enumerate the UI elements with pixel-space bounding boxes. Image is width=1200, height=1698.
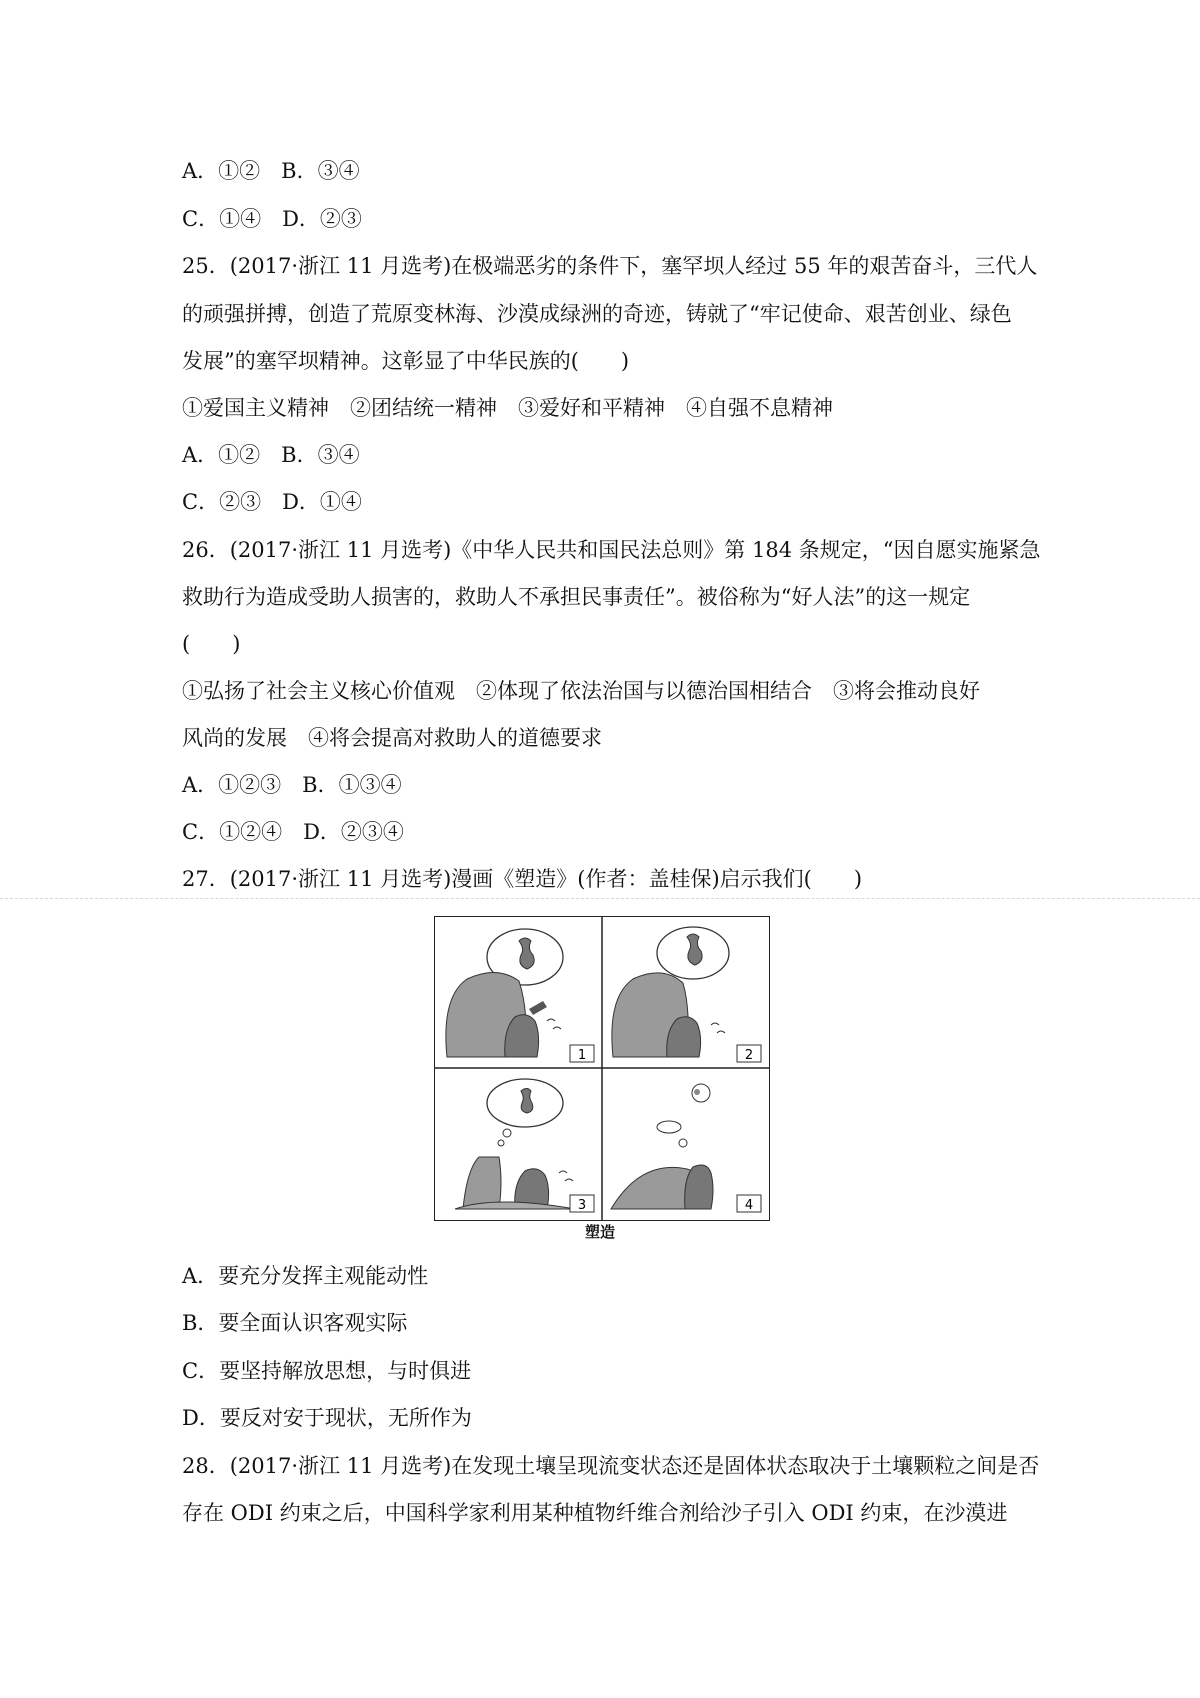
q27-option-d: D．要反对安于现状，无所作为 bbox=[182, 1406, 472, 1430]
q25-options-ab: A．①② B．③④ bbox=[182, 443, 360, 467]
panel-1-number: 1 bbox=[577, 1048, 587, 1063]
cartoon-figure bbox=[434, 916, 770, 1221]
page-separator bbox=[0, 898, 1200, 899]
figure-caption: 塑造 bbox=[585, 1223, 616, 1241]
cartoon-panel-4 bbox=[611, 1084, 761, 1213]
q25-stem-line3: 发展”的塞罕坝精神。这彰显了中华民族的( ) bbox=[182, 349, 630, 373]
panel-2-number: 2 bbox=[744, 1048, 754, 1063]
q25-stem-line1: 25．(2017·浙江 11 月选考)在极端恶劣的条件下，塞罕坝人经过 55 年的艰苦奋斗，三代人 bbox=[182, 254, 1038, 278]
q27-option-c: C．要坚持解放思想，与时俱进 bbox=[182, 1359, 472, 1383]
q26-stem-line1: 26．(2017·浙江 11 月选考)《中华人民共和国民法总则》第 184 条规定，“因自愿实施紧急 bbox=[182, 538, 1041, 562]
cartoon-panel-2 bbox=[612, 927, 761, 1063]
q27-option-a: A．要充分发挥主观能动性 bbox=[182, 1264, 429, 1288]
panel-4-number: 4 bbox=[744, 1198, 754, 1213]
q25-items: ①爱国主义精神 ②团结统一精神 ③爱好和平精神 ④自强不息精神 bbox=[182, 396, 833, 420]
q24-options-ab: A．①② B．③④ bbox=[182, 159, 360, 183]
cartoon-panel-3 bbox=[455, 1079, 594, 1213]
cartoon-panel-1 bbox=[446, 929, 594, 1063]
q28-stem-line1: 28．(2017·浙江 11 月选考)在发现土壤呈现流变状态还是固体状态取决于土壤颗粒之间是否 bbox=[182, 1454, 1040, 1478]
q27-option-b: B．要全面认识客观实际 bbox=[182, 1311, 408, 1335]
q25-stem-line2: 的顽强拼搏，创造了荒原变林海、沙漠成绿洲的奇迹，铸就了“牢记使命、艰苦创业、绿色 bbox=[182, 302, 1012, 326]
q26-items-line1: ①弘扬了社会主义核心价值观 ②体现了依法治国与以德治国相结合 ③将会推动良好 bbox=[182, 679, 980, 703]
q24-options-cd: C．①④ D．②③ bbox=[182, 207, 362, 231]
q25-options-cd: C．②③ D．①④ bbox=[182, 490, 362, 514]
q28-stem-line2: 存在 ODI 约束之后，中国科学家利用某种植物纤维合剂给沙子引入 ODI 约束，在沙漠进 bbox=[182, 1501, 1008, 1525]
panel-3-number: 3 bbox=[577, 1198, 587, 1213]
q26-options-cd: C．①②④ D．②③④ bbox=[182, 820, 404, 844]
q27-stem: 27．(2017·浙江 11 月选考)漫画《塑造》(作者：盖桂保)启示我们( ) bbox=[182, 867, 863, 891]
q26-items-line2: 风尚的发展 ④将会提高对救助人的道德要求 bbox=[182, 726, 602, 750]
q26-stem-line3: ( ) bbox=[182, 632, 241, 656]
cartoon-drawing bbox=[435, 917, 769, 1220]
q26-options-ab: A．①②③ B．①③④ bbox=[182, 773, 402, 797]
q26-stem-line2: 救助行为造成受助人损害的，救助人不承担民事责任”。被俗称为“好人法”的这一规定 bbox=[182, 585, 971, 609]
